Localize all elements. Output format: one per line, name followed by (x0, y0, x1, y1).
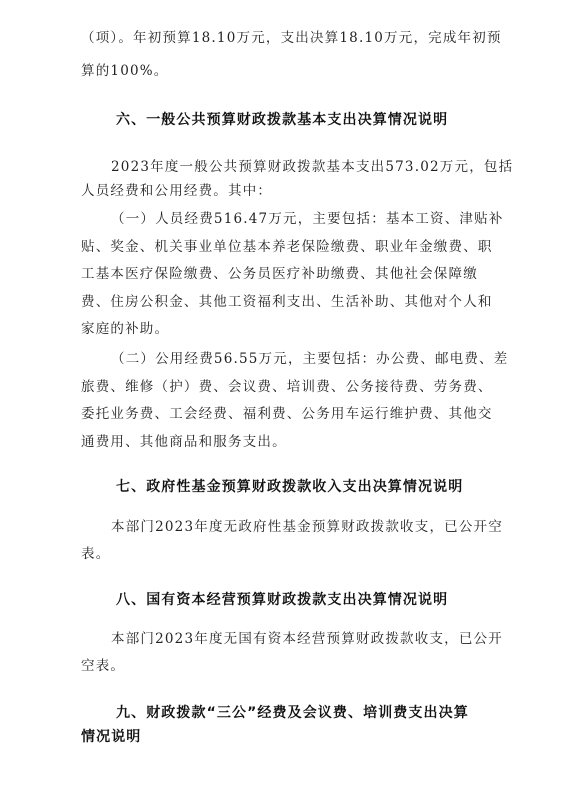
body-text-line: 家庭的补助。 (81, 321, 170, 337)
body-text-line: 费、住房公积金、其他工资福利支出、生活补助、其他对个人和 (81, 294, 493, 310)
body-text-line: 本部门2023年度无国有资本经营预算财政拨款收支，已公开 (111, 631, 503, 647)
body-text-line: 工基本医疗保险缴费、公务员医疗补助缴费、其他社会保障缴 (81, 266, 478, 282)
body-text-line: 委托业务费、工会经费、福利费、公务用车运行维护费、其他交 (81, 406, 493, 422)
section-heading-8: 八、国有资本经营预算财政拨款支出决算情况说明 (116, 592, 449, 608)
body-text-line: 表。 (81, 546, 111, 562)
body-text-line: 2023年度一般公共预算财政拨款基本支出573.02万元，包括 (111, 159, 514, 175)
body-text-line: 贴、奖金、机关事业单位基本养老保险缴费、职业年金缴费、职 (81, 239, 493, 255)
body-text-line: （一）人员经费516.47万元，主要包括：基本工资、津贴补 (111, 211, 504, 227)
section-heading-6: 六、一般公共预算财政拨款基本支出决算情况说明 (116, 112, 449, 128)
body-text-line: 旅费、维修（护）费、会议费、培训费、公务接待费、劳务费、 (81, 379, 493, 395)
body-text-line: 空表。 (81, 658, 126, 674)
body-text-line: （项）。年初预算18.10万元，支出决算18.10万元，完成年初预 (81, 30, 502, 46)
section-heading-7: 七、政府性基金预算财政拨款收入支出决算情况说明 (116, 479, 464, 495)
body-text-line: 本部门2023年度无政府性基金预算财政拨款收支，已公开空 (111, 519, 503, 535)
body-text-line: 通费用、其他商品和服务支出。 (81, 434, 287, 450)
section-heading-9-continued: 情况说明 (81, 729, 142, 745)
section-heading-9: 九、财政拨款“三公”经费及会议费、培训费支出决算 (116, 705, 469, 721)
body-text-line: 算的100%。 (81, 63, 169, 79)
body-text-line: 人员经费和公用经费。其中： (81, 183, 273, 199)
body-text-line: （二）公用经费56.55万元，主要包括：办公费、邮电费、差 (111, 351, 509, 367)
